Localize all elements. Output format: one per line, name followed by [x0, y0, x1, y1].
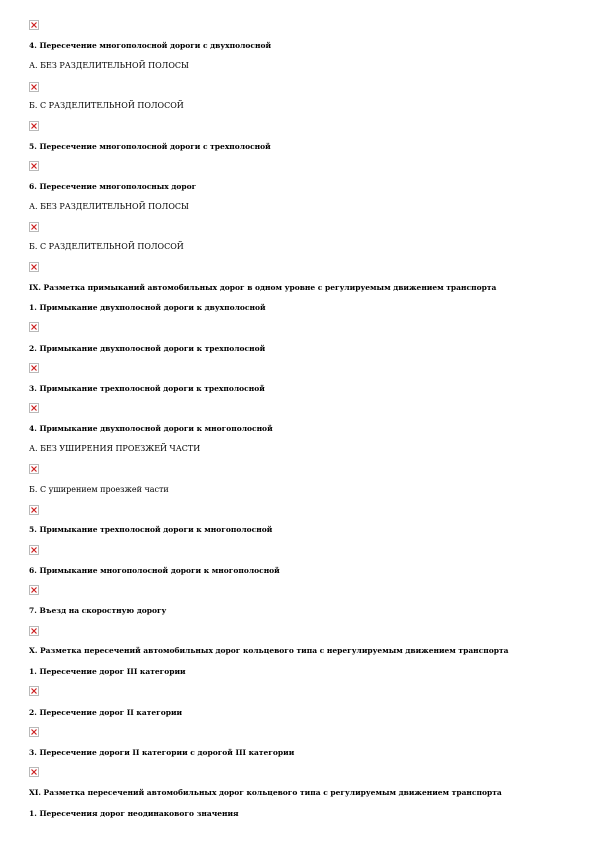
chapter-heading: IX. Разметка примыканий автомобильных дорог в одном уровне с регулируемым движением транспорта	[29, 283, 497, 292]
broken-image-icon	[29, 262, 39, 272]
subsection-heading: А. БЕЗ УШИРЕНИЯ ПРОЕЗЖЕЙ ЧАСТИ	[29, 444, 201, 453]
chapter-heading: X. Разметка пересечений автомобильных дорог кольцевого типа с нерегулируемым движением транспорта	[29, 646, 509, 655]
broken-image-icon	[29, 767, 39, 777]
section-heading: 1. Пересечения дорог неодинакового значения	[29, 809, 239, 818]
broken-image-icon	[29, 363, 39, 373]
section-heading: 4. Пересечение многополосной дороги с двухполосной	[29, 41, 272, 50]
section-heading: 2. Примыкание двухполосной дороги к трехполосной	[29, 344, 266, 353]
broken-image-icon	[29, 82, 39, 92]
broken-image-icon	[29, 686, 39, 696]
section-heading: 3. Примыкание трехполосной дороги к трехполосной	[29, 384, 265, 393]
subsection-heading: Б. С уширением проезжей части	[29, 485, 169, 494]
broken-image-icon	[29, 121, 39, 131]
subsection-heading: А. БЕЗ РАЗДЕЛИТЕЛЬНОЙ ПОЛОСЫ	[29, 202, 189, 211]
broken-image-icon	[29, 222, 39, 232]
section-heading: 1. Пересечение дорог III категории	[29, 667, 186, 676]
broken-image-icon	[29, 322, 39, 332]
broken-image-icon	[29, 464, 39, 474]
broken-image-icon	[29, 727, 39, 737]
broken-image-icon	[29, 585, 39, 595]
broken-image-icon	[29, 545, 39, 555]
broken-image-icon	[29, 20, 39, 30]
section-heading: 1. Примыкание двухполосной дороги к двухполосной	[29, 303, 266, 312]
broken-image-icon	[29, 403, 39, 413]
section-heading: 4. Примыкание двухполосной дороги к многополосной	[29, 424, 273, 433]
section-heading: 2. Пересечение дорог II категории	[29, 708, 183, 717]
section-heading: 6. Примыкание многополосной дороги к многополосной	[29, 566, 280, 575]
broken-image-icon	[29, 505, 39, 515]
subsection-heading: Б. С РАЗДЕЛИТЕЛЬНОЙ ПОЛОСОЙ	[29, 101, 184, 110]
section-heading: 3. Пересечение дороги II категории с дорогой III категории	[29, 748, 295, 757]
subsection-heading: Б. С РАЗДЕЛИТЕЛЬНОЙ ПОЛОСОЙ	[29, 242, 184, 251]
section-heading: 5. Примыкание трехполосной дороги к многополосной	[29, 525, 273, 534]
subsection-heading: А. БЕЗ РАЗДЕЛИТЕЛЬНОЙ ПОЛОСЫ	[29, 61, 189, 70]
broken-image-icon	[29, 161, 39, 171]
chapter-heading: XI. Разметка пересечений автомобильных дорог кольцевого типа с регулируемым движением транспорта	[29, 788, 502, 797]
section-heading: 6. Пересечение многополосных дорог	[29, 182, 197, 191]
section-heading: 5. Пересечение многополосной дороги с трехполосной	[29, 142, 271, 151]
section-heading: 7. Въезд на скоростную дорогу	[29, 606, 167, 615]
broken-image-icon	[29, 626, 39, 636]
